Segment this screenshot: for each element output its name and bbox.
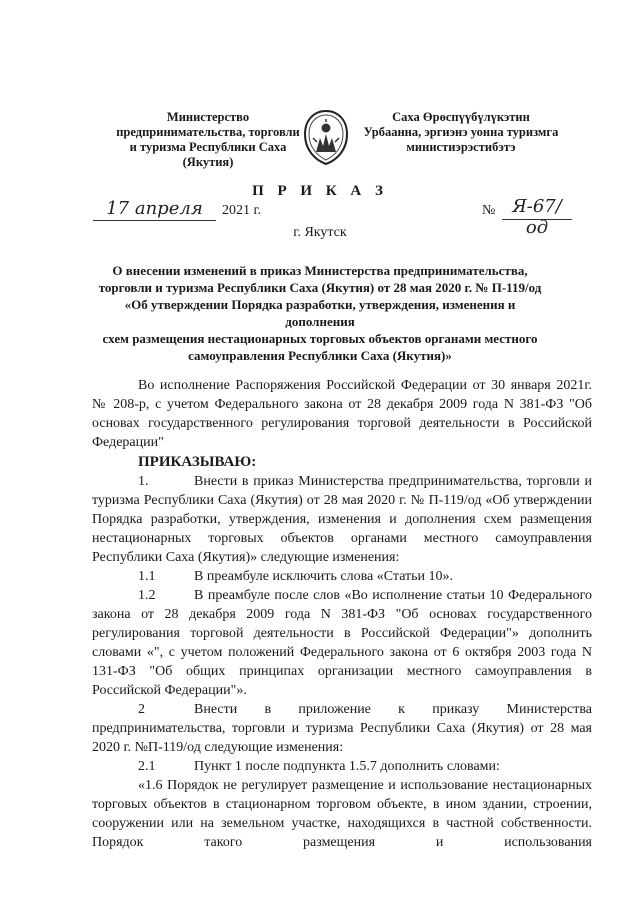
item-1-1 [92,567,592,586]
order-subject [95,262,545,364]
order-year: 2021 г. [222,203,262,218]
item-text: Внести в приложение к приказу Министерства предпринимательства, торговли и туризма Республики Саха (Якутия) от 28 мая 2020 г. №П-119/од следующие изменения: [92,702,592,755]
preamble-paragraph: Во исполнение Распоряжения Российской Федерации от 30 января 2021г. № 208-р, с учетом Федерального закона от 28 декабря 2009 года N 381-ФЗ "Об основах государственного регулирования торговой деятельности в Российской Федерации" [92,378,592,450]
handwritten-date [93,198,216,221]
handwritten-order-number [502,196,572,238]
item-1-2 [92,586,592,700]
item-text: Пункт 1 после подпункта 1.5.7 дополнить словами: [194,759,500,774]
ministry-name-line: предпринимательства, торговли [116,125,300,139]
item-number: 1.2 [138,588,156,603]
subject-line: торговли и туризма Республики Саха (Якутия) от 28 мая 2020 г. № П-119/од [98,280,542,295]
quote-paragraph: «1.6 Порядок не регулирует размещение и использование нестационарных торговых объектов в стационарном торговом объекте, в ином здании, строении, сооружении или на земельном участке, находящихся в частной собственности. Порядок такого размещения и использования [92,778,592,850]
item-text: В преамбуле исключить слова «Статьи 10». [194,569,454,584]
ministry-name-line: и туризма Республики Саха [129,140,287,154]
number-signature: Я-67/од [512,196,562,238]
subject-line: «Об утверждении Порядка разработки, утверждения, изменения и дополнения [124,297,516,329]
item-number: 1. [138,474,149,489]
item-number: 2.1 [138,759,156,774]
subject-line: О внесении изменений в приказ Министерства предпринимательства, [112,263,528,278]
ministry-name-line: Урбаанна, эргиэнэ уонна туризмга [363,125,559,139]
item-2 [92,700,592,757]
item-text: В преамбуле после слов «Во исполнение статьи 10 Федерального закона от 28 декабря 2009 года N 381-ФЗ "Об основах государственного регулирования торговой деятельности в Российской Федерации"» дополнить словами «", с учетом положений Федерального закона от 6 октября 2003 года N 131-ФЗ "Об общих принципах организации местного самоуправления в Российской Федерации"». [92,588,592,698]
subject-line: схем размещения нестационарных торговых объектов органами местного [102,331,538,346]
item-number: 2 [138,702,145,717]
order-city: г. Якутск [293,225,347,240]
coat-of-arms-icon [301,108,351,166]
ministry-name-line: Саха Өрөспүүбүлүкэтин [392,110,530,124]
order-word: ПРИКАЗЫВАЮ: [138,454,257,470]
item-text: Внести в приказ Министерства предпринимательства, торговли и туризма Республики Саха (Якутия) от 28 мая 2020 г. № П-119/од «Об утверждении Порядка разработки, утверждения, изменения и дополнения схем размещения нестационарных торговых объектов органами местного самоуправления Республики Саха (Якутия)» следующие изменения: [92,474,592,565]
order-number-prefix: № [482,203,496,218]
date-signature: 17 апреля [106,198,203,219]
ministry-name-line: министиэрэстибэтэ [406,140,516,154]
item-1 [92,472,592,567]
item-2-1 [92,757,592,776]
item-number: 1.1 [138,569,156,584]
document-title: П Р И К А З [252,183,388,199]
ministry-name-line: (Якутия) [182,155,234,169]
subject-line: самоуправления Республики Саха (Якутия)» [188,348,452,363]
ministry-name-yakut [356,110,566,155]
ministry-name-russian [108,110,308,170]
ministry-name-line: Министерство [166,110,250,124]
order-body [92,376,592,852]
